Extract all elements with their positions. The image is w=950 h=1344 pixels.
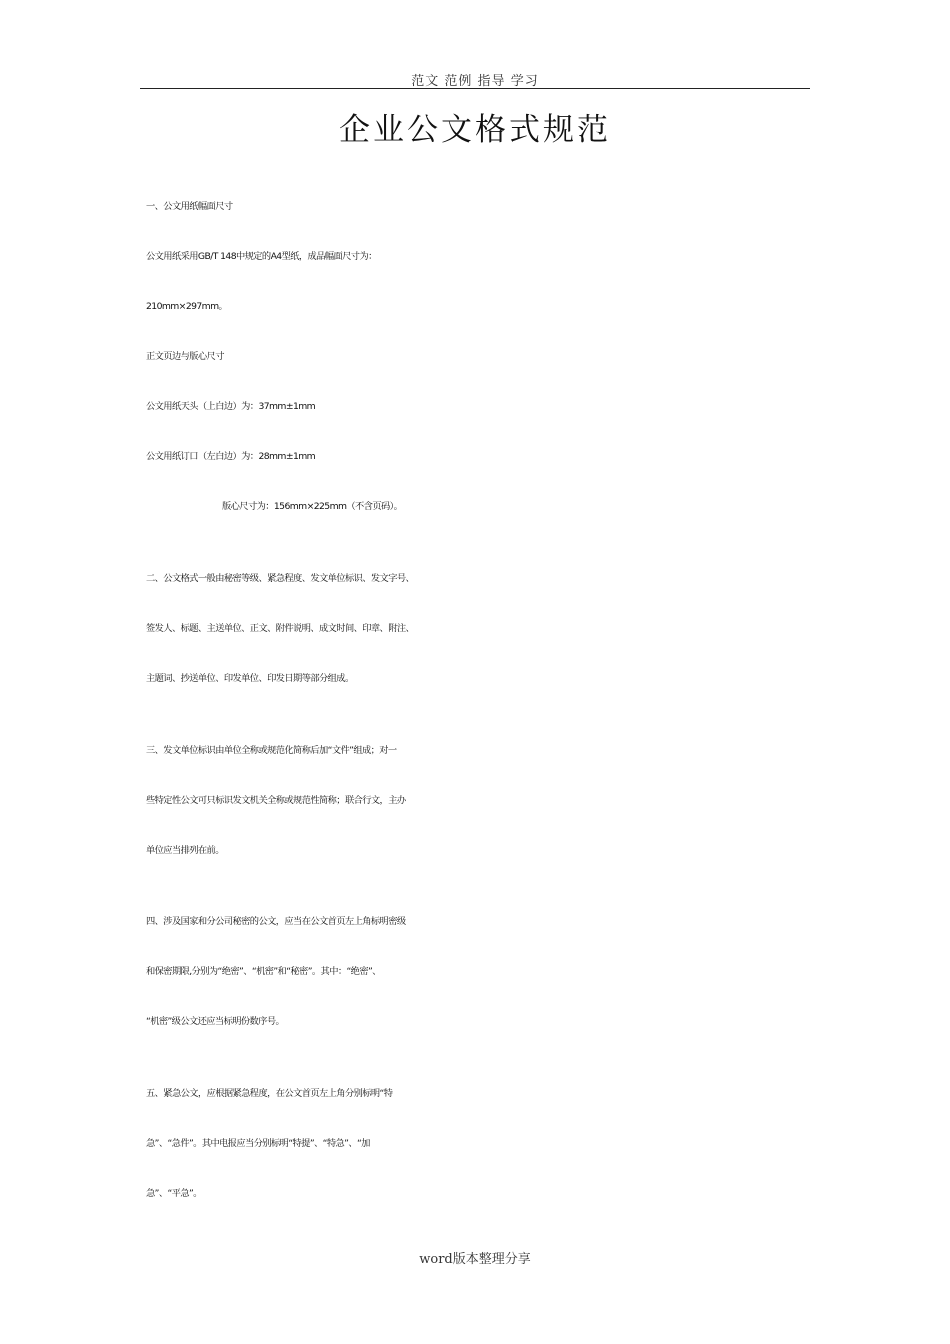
section-four-line: 和保密期限,分别为“绝密”、“机密”和“秘密”。其中：“绝密”、 bbox=[146, 966, 381, 977]
section-three-line: 三、发文单位标识由单位全称或规范化简称后加“文件”组成；对一 bbox=[146, 745, 397, 756]
section-two-line: 二、公文格式一般由秘密等级、紧急程度、发文单位标识、发文字号、 bbox=[146, 573, 415, 584]
body-line: 公文用纸天头（上白边）为：37mm±1mm bbox=[146, 401, 316, 412]
section-five-line: 急”、“平急”。 bbox=[146, 1188, 202, 1199]
header-text: 范文 范例 指导 学习 bbox=[411, 74, 539, 89]
section-five-line: 急”、“急件”。其中电报应当分别标明“特提”、“特急”、“加 bbox=[146, 1138, 370, 1149]
header-divider bbox=[140, 88, 810, 89]
section-two-line: 主题词、抄送单位、印发单位、印发日期等部分组成。 bbox=[146, 673, 354, 684]
body-line: 正文页边与版心尺寸 bbox=[146, 351, 224, 362]
section-four-line: “机密”级公文还应当标明份数序号。 bbox=[146, 1016, 285, 1027]
section-heading-paper-size: 一、公文用纸幅面尺寸 bbox=[146, 201, 233, 212]
section-two-line: 签发人、标题、主送单位、正文、附件说明、成文时间、印章、附注、 bbox=[146, 623, 415, 634]
body-line: 公文用纸采用GB/T 148中规定的A4型纸，成品幅面尺寸为： bbox=[146, 251, 377, 262]
section-five-line: 五、紧急公文，应根据紧急程度，在公文首页左上角分别标明“特 bbox=[146, 1088, 393, 1099]
body-line: 公文用纸订口（左白边）为：28mm±1mm bbox=[146, 451, 316, 462]
section-three-line: 单位应当排列在前。 bbox=[146, 845, 224, 856]
section-three-line: 些特定性公文可只标识发文机关全称或规范性简称；联合行文，主办 bbox=[146, 795, 406, 806]
document-title: 企业公文格式规范 bbox=[339, 112, 611, 148]
page-footer: word版本整理分享 bbox=[419, 1252, 531, 1267]
body-line: 210mm×297mm。 bbox=[146, 301, 228, 312]
section-four-line: 四、涉及国家和分公司秘密的公文，应当在公文首页左上角标明密级 bbox=[146, 916, 406, 927]
body-line: 版心尺寸为：156mm×225mm（不含页码）。 bbox=[222, 501, 403, 512]
